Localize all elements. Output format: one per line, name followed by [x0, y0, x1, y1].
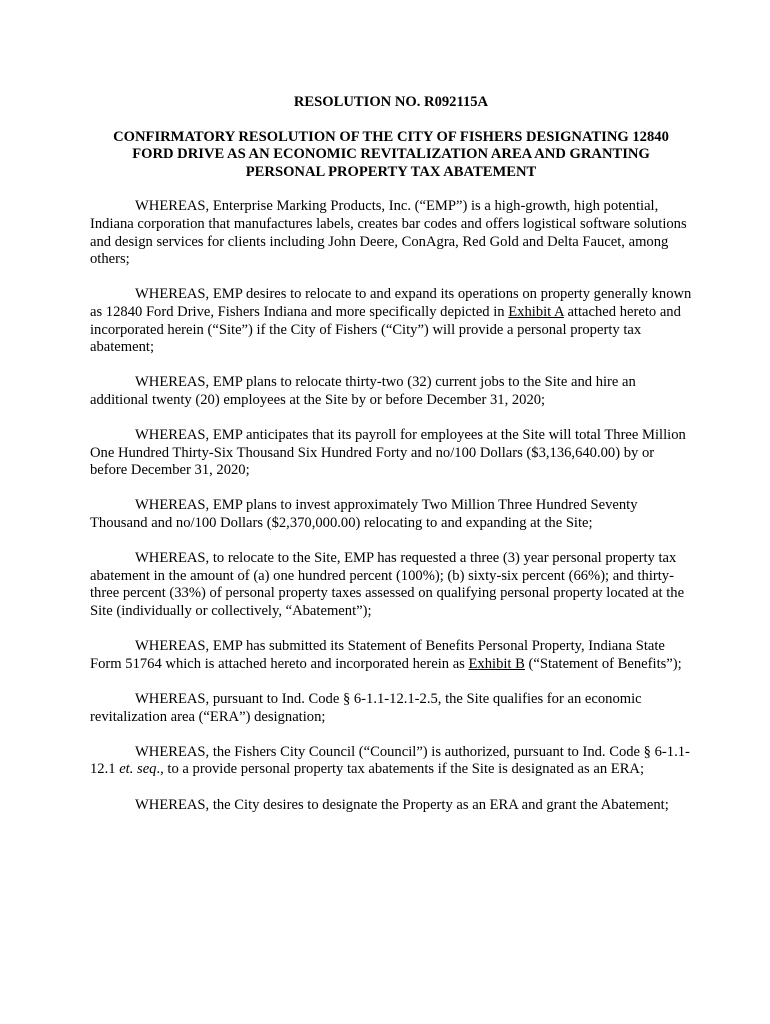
paragraph-text: WHEREAS, EMP desires to relocate to and expand its operations on property generally known as 12840 Ford Drive, Fishers Indiana and more specifically depicted in: [90, 286, 692, 320]
paragraph-text: attached hereto and incorporated herein (“Site”) if the City of Fishers (“City”) will provide a personal property tax abatement;: [90, 303, 681, 356]
whereas-paragraph-1: [90, 198, 692, 268]
whereas-paragraph-10: [90, 797, 692, 815]
paragraph-text: WHEREAS, pursuant to Ind. Code § 6-1.1-12.1-2.5, the Site qualifies for an economic revitalization area (“ERA”) designation;: [90, 691, 642, 725]
paragraph-text: WHEREAS, to relocate to the Site, EMP has requested a three (3) year personal property tax abatement in the amount of (a) one hundred percent (100%); (b) sixty-six percent (66%); and thirty-three percent (33%) of personal property taxes assessed on qualifying personal property located at the Site (individually or collectively, “Abatement”);: [90, 550, 685, 620]
paragraph-text: WHEREAS, EMP plans to invest approximately Two Million Three Hundred Seventy Thousand and no/100 Dollars ($2,370,000.00) relocating to and expanding at the Site;: [90, 497, 638, 532]
italic-citation: et. seq: [119, 761, 157, 778]
exhibit-b-link[interactable]: Exhibit B: [468, 655, 525, 672]
resolution-number: RESOLUTION NO. R092115A: [293, 94, 489, 110]
document-page: [90, 94, 692, 832]
paragraph-text: WHEREAS, EMP has submitted its Statement of Benefits Personal Property, Indiana State Form 51764 which is attached hereto and incorporated herein as: [90, 638, 665, 672]
whereas-paragraph-9: [90, 744, 692, 779]
paragraph-text: WHEREAS, the City desires to designate the Property as an ERA and grant the Abatement;: [135, 796, 669, 813]
whereas-paragraph-7: [90, 638, 692, 673]
paragraph-text: ., to a provide personal property tax abatements if the Site is designated as an ERA;: [156, 761, 645, 778]
whereas-paragraph-5: [90, 497, 692, 532]
paragraph-text: WHEREAS, EMP plans to relocate thirty-two (32) current jobs to the Site and hire an additional twenty (20) employees at the Site by or before December 31, 2020;: [90, 374, 636, 408]
paragraph-text: WHEREAS, the Fishers City Council (“Council”) is authorized, pursuant to Ind. Code § 6-1.1-12.1: [90, 743, 690, 778]
whereas-paragraph-8: [90, 691, 692, 726]
exhibit-a-link[interactable]: Exhibit A: [508, 303, 564, 320]
paragraph-text: WHEREAS, Enterprise Marking Products, Inc. (“EMP”) is a high-growth, high potential, Indiana corporation that manufactures labels, creates bar codes and offers logistical software solutions and design services for clients including John Deere, ConAgra, Red Gold and Delta Faucet, among others;: [90, 198, 687, 268]
paragraph-text: (“Statement of Benefits”);: [524, 655, 682, 672]
whereas-paragraph-2: [90, 286, 692, 356]
paragraph-text: WHEREAS, EMP anticipates that its payroll for employees at the Site will total Three Million One Hundred Thirty-Six Thousand Six Hundred Forty and no/100 Dollars ($3,136,640.00) by or before December 31, 2020;: [90, 427, 686, 479]
whereas-paragraph-6: [90, 550, 692, 620]
whereas-paragraph-3: [90, 374, 692, 409]
whereas-paragraph-4: [90, 427, 692, 480]
resolution-title: CONFIRMATORY RESOLUTION OF THE CITY OF FISHERS DESIGNATING 12840 FORD DRIVE AS AN ECONOMIC REVITALIZATION AREA AND GRANTING PERSONAL PROPERTY TAX ABATEMENT: [113, 128, 669, 180]
